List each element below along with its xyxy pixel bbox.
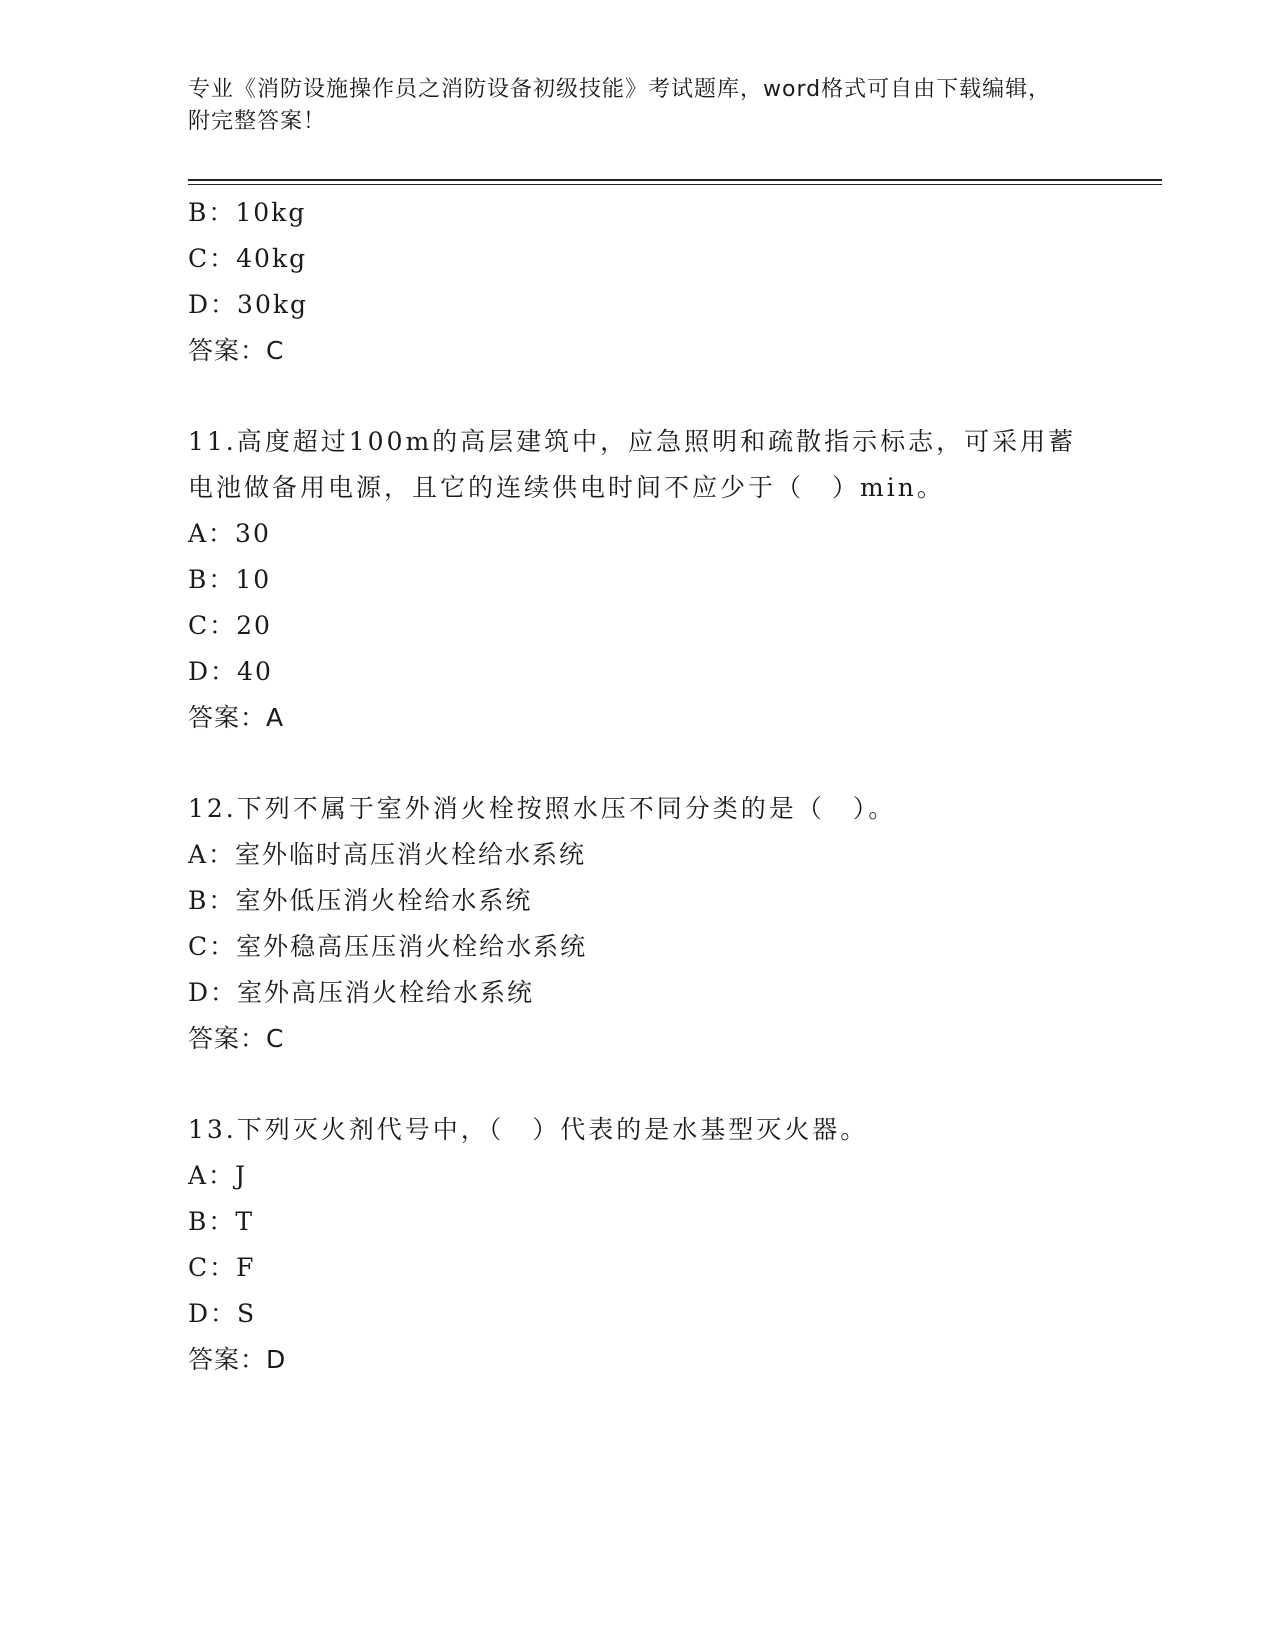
option-d: D：室外高压消火栓给水系统 — [188, 978, 535, 1007]
option-c: C：20 — [188, 611, 272, 640]
answer-line: 答案：C — [188, 1024, 285, 1053]
question-stem: 13.下列灭火剂代号中，（ ）代表的是水基型灭火器。 — [188, 1115, 869, 1144]
option-a: A：室外临时高压消火栓给水系统 — [188, 840, 587, 869]
option-d: D：S — [188, 1299, 257, 1328]
answer-line: 答案：D — [188, 1345, 287, 1374]
answer-line: 答案：C — [188, 336, 285, 365]
option-d: D：30kg — [188, 290, 309, 319]
question-block-13 — [188, 1107, 1088, 1383]
option-c: C：室外稳高压压消火栓给水系统 — [188, 932, 588, 961]
option-b: B：10 — [188, 565, 272, 594]
question-block-10-continued — [188, 190, 1088, 374]
document-header-note: 专业《消防设施操作员之消防设备初级技能》考试题库，word格式可自由下载编辑，附完整答案！ — [188, 77, 1052, 134]
option-c: C：F — [188, 1253, 256, 1282]
option-b: B：T — [188, 1207, 255, 1236]
answer-line: 答案：A — [188, 703, 285, 732]
option-b: B：10kg — [188, 198, 307, 227]
option-a: A：30 — [188, 519, 271, 548]
option-a: A：J — [188, 1161, 248, 1190]
option-b: B：室外低压消火栓给水系统 — [188, 886, 533, 915]
question-stem: 11.高度超过100m的高层建筑中，应急照明和疏散指示标志，可采用蓄电池做备用电源，且它的连续供电时间不应少于（ ）min。 — [188, 427, 1077, 502]
question-block-11 — [188, 419, 1088, 741]
question-stem: 12.下列不属于室外消火栓按照水压不同分类的是（ ）。 — [188, 794, 897, 823]
header-divider-thick — [188, 179, 1162, 181]
option-d: D：40 — [188, 657, 273, 686]
question-block-12 — [188, 786, 1088, 1062]
option-c: C：40kg — [188, 244, 308, 273]
question-list — [188, 190, 1088, 1383]
header-divider-thin — [188, 184, 1162, 185]
